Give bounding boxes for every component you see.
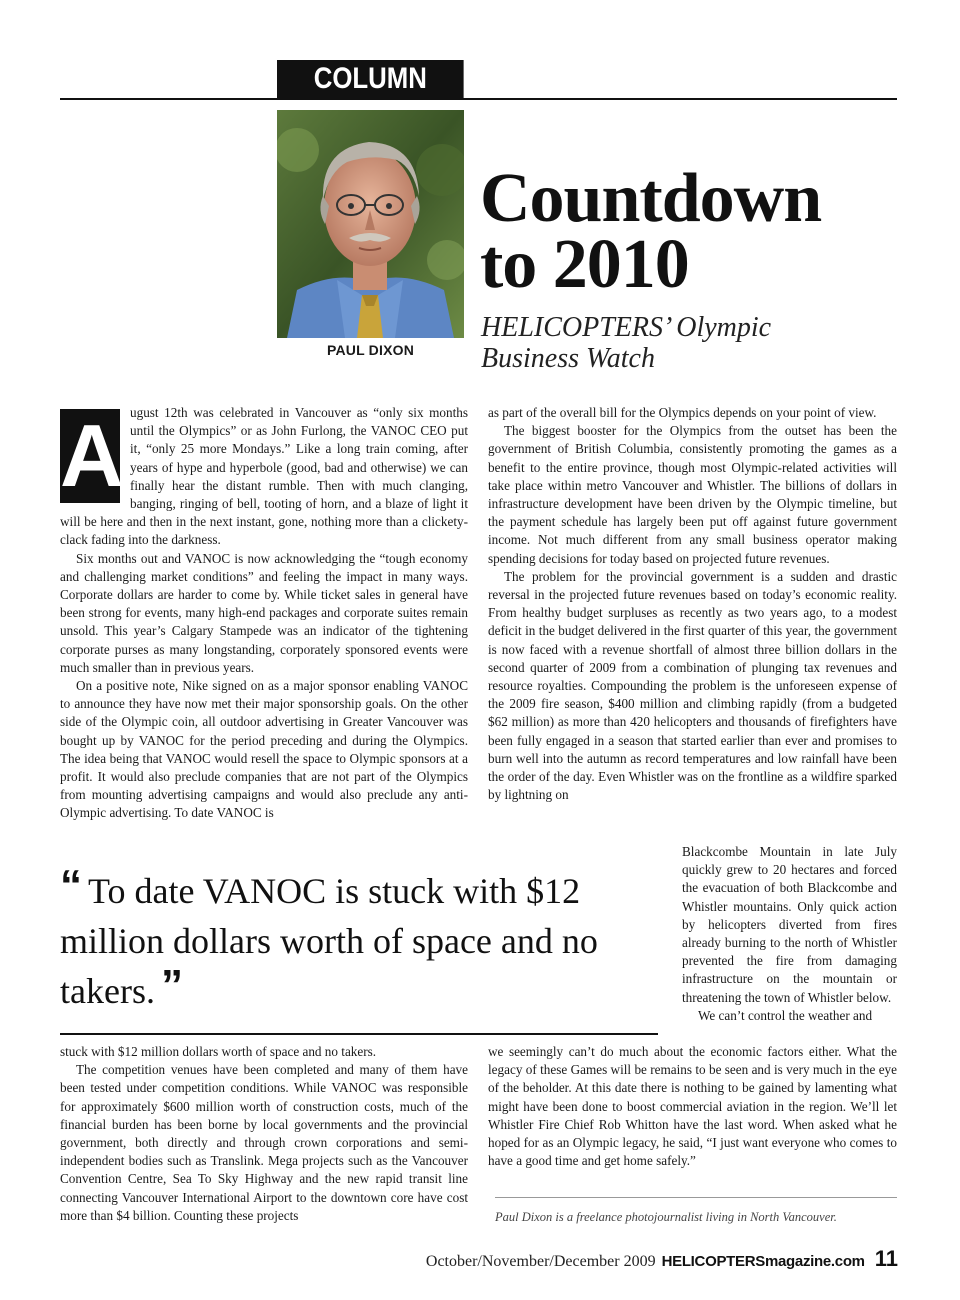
footer-magazine-url: HELICOPTERSmagazine.com [661,1253,865,1270]
top-rule [60,98,897,100]
footer-issue-date: October/November/December 2009 [425,1253,656,1270]
body-paragraph-3: On a positive note, Nike signed on as a major sponsor enabling VANOC to announce they have now met their major sponsorship goals. On the other side of the Olympic coin, all outdoor advertising in Greater Vancouver was bought up by VANOC for the period preceding and during the Olympics. The idea being that VANOC would resell the space to Olympic sponsors at a profit. It would also preclude companies that are not part of the Olympics from mounting advertising campaigns and would also preclude any anti-Olympic advertising. To date VANOC is [60,678,468,821]
headline-line-1: Countdown [480,160,822,237]
pull-quote-rule [60,1033,658,1035]
body-paragraph-7-continued: we seemingly can’t do much about the economic factors either. What the legacy of these Games will be remains to be seen and is very much in the eye of the beholder. At this date there is nothing to be gained by lamenting what might have been done to boost commercial aviation in the region. We’ll let Whistler Fire Chief Rob Whitton have the last word. When asked what he hoped for as an Olympic legacy, he said, “I just want everyone who comes to have a good time and get home safely.” [488,1044,897,1169]
body-paragraph-1: ugust 12th was celebrated in Vancouver as “only six months until the Olympics” or as John Furlong, the VANOC CEO put it, “only 25 more Mondays.” Like a long train coming, after years of hype and hyperbole (good, bad and otherwise) we can finally hear the distant rumble. Then with much clanging, banging, ringing of bell, tooting of horn, and a blaze of light it will be here and then in the next instant, gone, nothing more than a clickety-clack fading into the darkness. [60,405,468,548]
pull-quote [60,861,660,1016]
author-bio: Paul Dixon is a freelance photojournalist living in North Vancouver. [495,1210,837,1224]
body-column-right-bottom [488,1043,897,1170]
body-paragraph-2: Six months out and VANOC is now acknowledging the “tough economy and challenging market conditions” and feeling the impact in many ways. Corporate dollars are harder to come by. While ticket sales in general have been strong for events, many high-end packages and corporate suites remain unsold. This year’s Calgary Stampede was an indicator of the tightening corporate purses as many longstanding, corporately sponsored events were much smaller than in previous years. [60,550,468,675]
body-paragraph-4-continued: as part of the overall bill for the Olympics depends on your point of view. [488,405,877,420]
body-paragraph-5: The biggest booster for the Olympics from the outset has been the government of British Columbia, consistently promoting the games as a benefit to the entire province, though most Olympic-related activities will take place within metro Vancouver and Whistler. The billions of dollars in infrastructure development have been driven by the Olympic timeline, but the payment schedule has largely been put off against future government income. Not much different from any small business operator making spending decisions for today based on projected future revenues. [488,423,897,566]
bio-rule [495,1197,897,1198]
body-column-left-bottom [60,1043,468,1225]
page-number: 11 [874,1246,898,1271]
body-paragraph-3-continued: stuck with $12 million dollars worth of space and no takers. [60,1044,377,1059]
body-paragraph-6: The problem for the provincial government is a sudden and drastic reversal in the projected future revenues based on today’s economic reality. From healthy budget surpluses as recently as two years ago, to a modest deficit in the budget delivered in the first quarter of this year, the government is now faced with a revenue shortfall of almost three billion dollars in the second quarter of 2009 from a combination of plunging tax revenues and resource royalties. Compounding the problem is the unforeseen expense of the 2009 fire season, $400 million and climbing rapidly (from a budgeted $62 million) as more than 420 helicopters and thousands of firefighters have been fully engaged in a season that started earlier than ever and promises to burn well into the autumn as record temperatures and low rainfall have been the order of the day. Even Whistler was on the frontline as a wildfire sparked by lightning on [488,568,897,803]
body-paragraph-4: The competition venues have been completed and many of them have been tested under competition conditions. While VANOC was responsible for approximately $600 million worth of construction costs, much of the financial burden has been borne by local governments and the provincial government, both directly and through crown corporations and semi-independent bodies such as Translink. Mega projects such as the Vancouver Convention Centre, Sea To Sky Highway and the new rapid transit line connecting Vancouver International Airport to the downtown core have cost more than $4 billion. Counting these projects [60,1062,468,1223]
body-paragraph-7-start: We can’t control the weather and [698,1007,873,1023]
page-footer [426,1246,898,1270]
body-column-right-narrow [682,843,897,1025]
pull-quote-text: To date VANOC is stuck with $12 million dollars worth of space and no takers. [60,871,598,1011]
subhead-line-2: Business Watch [481,343,655,374]
headline-line-2: to 2010 [480,226,689,303]
headline [480,160,900,303]
body-column-right-top [488,404,897,804]
author-name-label: PAUL DIXON [326,342,415,358]
pull-quote-open-mark: “ [60,861,82,910]
subheadline [481,312,881,374]
section-tag: COLUMN [277,60,464,98]
author-photo [277,110,464,338]
pull-quote-close-mark: ” [160,961,183,1010]
subhead-line-1: HELICOPTERS’ Olympic [481,312,772,343]
body-column-left-top [60,404,468,823]
drop-cap: A [60,406,124,505]
body-paragraph-6-continued: Blackcombe Mountain in late July quickly grew to 20 hectares and forced the evacuation of both Blackcombe and Whistler mountains. Only quick action by helicopters diverted from fires already burning to the north of Whistler prevented the fire from damaging infrastructure on the mountain or threatening the town of Whistler below. [682,844,897,1005]
